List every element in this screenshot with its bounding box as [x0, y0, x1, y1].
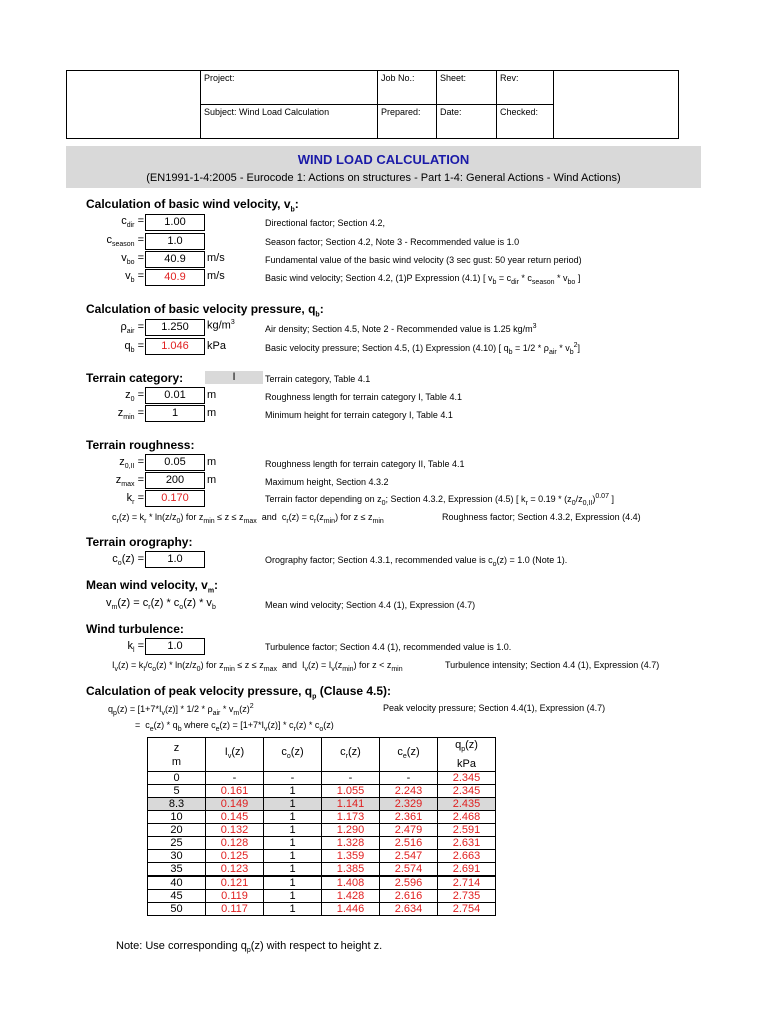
table-row — [148, 798, 496, 811]
col-header-qp: $q_p(z)$ kPa — [438, 738, 496, 772]
logo-cell — [67, 71, 201, 139]
rho-desc: Air density; Section 4.5, Note 2 - Recommended value is 1.25 $kg/m^3$ — [265, 323, 537, 334]
table-row — [148, 811, 496, 824]
table-cell: 1.055 — [322, 785, 380, 798]
qb-field: 1.046 — [145, 338, 205, 355]
cdir-desc: Directional factor; Section 4.2, — [265, 218, 386, 228]
subject-cell: Subject: Wind Load Calculation — [201, 105, 378, 139]
table-cell: 1 — [264, 824, 322, 837]
co-desc: Orography factor; Section 4.3.1, recommended value is $c_o(z) = 1.0$ (Note 1). — [265, 555, 568, 568]
table-cell: 2.435 — [438, 798, 496, 811]
table-cell: 1.141 — [322, 798, 380, 811]
terrain-roughness-heading: Terrain roughness: — [86, 438, 195, 452]
table-cell: - — [264, 772, 322, 785]
table-cell: 0.125 — [206, 850, 264, 863]
kl-label: $k_l$ = — [127, 640, 144, 655]
table-cell: 1 — [264, 863, 322, 877]
vb-field: 40.9 — [145, 269, 205, 286]
table-cell: 2.345 — [438, 785, 496, 798]
table-cell: 2.634 — [380, 903, 438, 916]
rho-field[interactable]: 1.250 — [145, 319, 205, 336]
terrain-category-heading: Terrain category: — [86, 371, 184, 385]
vb-unit: m/s — [207, 270, 225, 282]
table-cell: 0.149 — [206, 798, 264, 811]
zmin-desc: Minimum height for terrain category I, Table 4.1 — [265, 410, 453, 420]
cseason-field[interactable]: 1.0 — [145, 233, 205, 250]
peak-formula-1: $q_p(z) = [1+7*I_v(z)] * 1/2 * \rho_{air} * v_m(z)^2$ — [108, 703, 254, 717]
z0II-desc: Roughness length for terrain category II, Table 4.1 — [265, 459, 465, 469]
table-cell: 35 — [148, 863, 206, 877]
table-cell: 1 — [264, 876, 322, 890]
table-cell: 1.173 — [322, 811, 380, 824]
roughness-formula: $c_r(z) = k_r * \ln(z/z_0)$ for $z_{min} \le z \le z_{max}$ and $c_r(z) = c_r(z_{min})$ for $z \le z_{min}$ — [112, 512, 384, 525]
table-cell: 2.574 — [380, 863, 438, 877]
table-cell: 2.691 — [438, 863, 496, 877]
table-cell: 1 — [264, 837, 322, 850]
col-header-cr: $c_r(z)$ — [322, 738, 380, 772]
zmax-label: $z_{max}$ = — [115, 474, 144, 489]
orography-heading: Terrain orography: — [86, 535, 193, 549]
table-cell: 1 — [264, 903, 322, 916]
col-header-iv: $I_v(z)$ — [206, 738, 264, 772]
qb-unit: kPa — [207, 340, 226, 352]
table-cell: 1.385 — [322, 863, 380, 877]
zmin-label: $z_{min}$ = — [117, 407, 144, 422]
table-cell: 1.290 — [322, 824, 380, 837]
table-cell: 0.128 — [206, 837, 264, 850]
note-prefix: Note: — [116, 940, 143, 952]
checked-cell: Checked: — [497, 105, 554, 139]
table-cell: 1 — [264, 798, 322, 811]
kl-desc: Turbulence factor; Section 4.4 (1), recommended value is 1.0. — [265, 642, 512, 652]
turbulence-heading: Wind turbulence: — [86, 622, 184, 636]
table-cell: 45 — [148, 890, 206, 903]
mean-velocity-desc: Mean wind velocity; Section 4.4 (1), Expression (4.7) — [265, 600, 476, 610]
table-cell: 2.596 — [380, 876, 438, 890]
z0-desc: Roughness length for terrain category I, Table 4.1 — [265, 392, 462, 402]
mean-velocity-heading: Mean wind velocity, $v_m$: — [86, 578, 219, 595]
turbulence-formula: $I_v(z) = k_I/c_o(z) * \ln(z/z_0)$ for $z_{min} \le z \le z_{max}$ and $I_v(z) = I_v(z_{min})$ for $z < z_{min}$ — [112, 660, 403, 673]
table-cell: 50 — [148, 903, 206, 916]
project-cell: Project: — [201, 71, 378, 105]
peak-formula-2: = $c_e(z) * q_b$ where $c_e(z) = [1+7*I_v(z)] * c_r(z) * c_o(z)$ — [135, 720, 334, 733]
table-cell: 1.446 — [322, 903, 380, 916]
title-block — [66, 70, 679, 139]
qb-label: $q_b$ = — [124, 340, 144, 355]
cseason-desc: Season factor; Section 4.2, Note 3 - Recommended value is 1.0 — [265, 237, 520, 247]
table-cell: 0.161 — [206, 785, 264, 798]
vb-desc: Basic wind velocity; Section 4.2, (1)P Expression (4.1) [ $v_b = c_{dir} * c_{season} * v_{bo}$ ] — [265, 273, 581, 286]
kl-field[interactable]: 1.0 — [145, 638, 205, 655]
prepared-cell: Prepared: — [378, 105, 437, 139]
table-cell: 2.663 — [438, 850, 496, 863]
table-row — [148, 863, 496, 877]
cseason-label: $c_{season}$ = — [106, 234, 144, 249]
table-cell: 2.468 — [438, 811, 496, 824]
mean-velocity-formula: $v_m(z) = c_r(z) * c_o(z) * v_b$ — [106, 597, 216, 612]
job-cell: Job No.: — [378, 71, 437, 105]
zmax-field[interactable]: 200 — [145, 472, 205, 489]
page-subtitle: (EN1991-1-4:2005 - Eurocode 1: Actions on structures - Part 1-4: General Actions - Wind Actions) — [146, 172, 621, 184]
table-cell: 0.145 — [206, 811, 264, 824]
co-label: $c_o(z)$ = — [112, 553, 144, 568]
z0-field[interactable]: 0.01 — [145, 387, 205, 404]
z0II-field[interactable]: 0.05 — [145, 454, 205, 471]
table-cell: 2.329 — [380, 798, 438, 811]
table-cell: 0 — [148, 772, 206, 785]
table-cell: 0.132 — [206, 824, 264, 837]
zmin-unit: m — [207, 407, 217, 419]
table-cell: 8.3 — [148, 798, 206, 811]
velocity-pressure-heading: Calculation of basic velocity pressure, $q_b$: — [86, 302, 324, 319]
table-cell: - — [322, 772, 380, 785]
vb0-label: $v_{bo}$ = — [121, 252, 144, 267]
table-row — [148, 785, 496, 798]
table-cell: 2.754 — [438, 903, 496, 916]
note-text: Use corresponding $q_p(z)$ with respect to height z. — [145, 940, 383, 955]
table-cell: 2.243 — [380, 785, 438, 798]
table-cell: 1.359 — [322, 850, 380, 863]
table-cell: 2.361 — [380, 811, 438, 824]
table-row — [148, 903, 496, 916]
sheet-cell: Sheet: — [437, 71, 497, 105]
table-cell: 0.123 — [206, 863, 264, 877]
vb0-unit: m/s — [207, 252, 225, 264]
peak-pressure-heading: Calculation of peak velocity pressure, $q_p$ (Clause 4.5): — [86, 684, 392, 701]
kr-desc: Terrain factor depending on $z_0$; Section 4.3.2, Expression (4.5) [ $k_r = 0.19 * (z_0/z_{0,II})^{0.07}$ ] — [265, 493, 614, 507]
table-cell: 2.547 — [380, 850, 438, 863]
zmin-field[interactable]: 1 — [145, 405, 205, 422]
z0II-unit: m — [207, 456, 217, 468]
peak-pressure-desc: Peak velocity pressure; Section 4.4(1), Expression (4.7) — [383, 703, 606, 713]
col-header-z: z m — [148, 738, 206, 772]
table-cell: 1.408 — [322, 876, 380, 890]
z0-label: $z_0$ = — [125, 389, 144, 404]
table-cell: 1 — [264, 785, 322, 798]
cdir-label: $c_{dir}$ = — [121, 215, 144, 230]
table-row — [148, 772, 496, 785]
table-cell: 25 — [148, 837, 206, 850]
table-cell: 2.735 — [438, 890, 496, 903]
blank-cell — [554, 71, 679, 139]
table-cell: 30 — [148, 850, 206, 863]
table-cell: 1 — [264, 850, 322, 863]
table-cell: - — [380, 772, 438, 785]
table-cell: 0.121 — [206, 876, 264, 890]
table-cell: 2.631 — [438, 837, 496, 850]
results-table — [147, 737, 496, 916]
table-cell: 40 — [148, 876, 206, 890]
table-cell: 5 — [148, 785, 206, 798]
table-cell: 0.119 — [206, 890, 264, 903]
qb-desc: Basic velocity pressure; Section 4.5, (1) Expression (4.10) [ $q_b = 1/2 * \rho_{air} * v_b^2$] — [265, 342, 581, 356]
table-cell: 10 — [148, 811, 206, 824]
table-cell: 1.428 — [322, 890, 380, 903]
rho-label: $\rho_{air}$ = — [120, 321, 144, 336]
table-cell: 2.516 — [380, 837, 438, 850]
table-cell: 2.591 — [438, 824, 496, 837]
title-banner — [66, 146, 701, 188]
turbulence-desc: Turbulence intensity; Section 4.4 (1), Expression (4.7) — [445, 660, 660, 670]
roughness-desc: Roughness factor; Section 4.3.2, Expression (4.4) — [442, 512, 641, 522]
table-cell: 1 — [264, 811, 322, 824]
terrain-category-field[interactable]: I — [205, 371, 263, 384]
table-row — [148, 824, 496, 837]
co-field[interactable]: 1.0 — [145, 551, 205, 568]
zmax-unit: m — [207, 474, 217, 486]
vb-label: $v_b$ = — [125, 270, 144, 285]
rho-unit: $kg/m^3$ — [207, 319, 235, 332]
table-row — [148, 837, 496, 850]
table-row — [148, 890, 496, 903]
vb0-desc: Fundamental value of the basic wind velocity (3 sec gust: 50 year return period) — [265, 255, 582, 265]
table-cell: 2.345 — [438, 772, 496, 785]
kr-label: $k_r$ = — [126, 492, 144, 507]
terrain-category-desc: Terrain category, Table 4.1 — [265, 374, 371, 384]
table-cell: - — [206, 772, 264, 785]
vb0-field[interactable]: 40.9 — [145, 251, 205, 268]
table-row — [148, 850, 496, 863]
kr-field: 0.170 — [145, 490, 205, 507]
table-cell: 1 — [264, 890, 322, 903]
basic-velocity-heading: Calculation of basic wind velocity, $v_b$: — [86, 197, 299, 214]
zmax-desc: Maximum height, Section 4.3.2 — [265, 477, 389, 487]
table-cell: 2.616 — [380, 890, 438, 903]
page-title: WIND LOAD CALCULATION — [297, 152, 470, 167]
table-cell: 20 — [148, 824, 206, 837]
table-cell: 2.714 — [438, 876, 496, 890]
date-cell: Date: — [437, 105, 497, 139]
rev-cell: Rev: — [497, 71, 554, 105]
z0II-label: $z_{0,II}$ = — [119, 456, 144, 471]
col-header-co: $c_o(z)$ — [264, 738, 322, 772]
results-body — [148, 772, 496, 916]
cdir-field[interactable]: 1.00 — [145, 214, 205, 231]
table-cell: 1.328 — [322, 837, 380, 850]
col-header-ce: $c_e(z)$ — [380, 738, 438, 772]
table-cell: 2.479 — [380, 824, 438, 837]
table-cell: 0.117 — [206, 903, 264, 916]
note — [116, 940, 382, 954]
z0-unit: m — [207, 389, 217, 401]
table-row — [148, 876, 496, 890]
